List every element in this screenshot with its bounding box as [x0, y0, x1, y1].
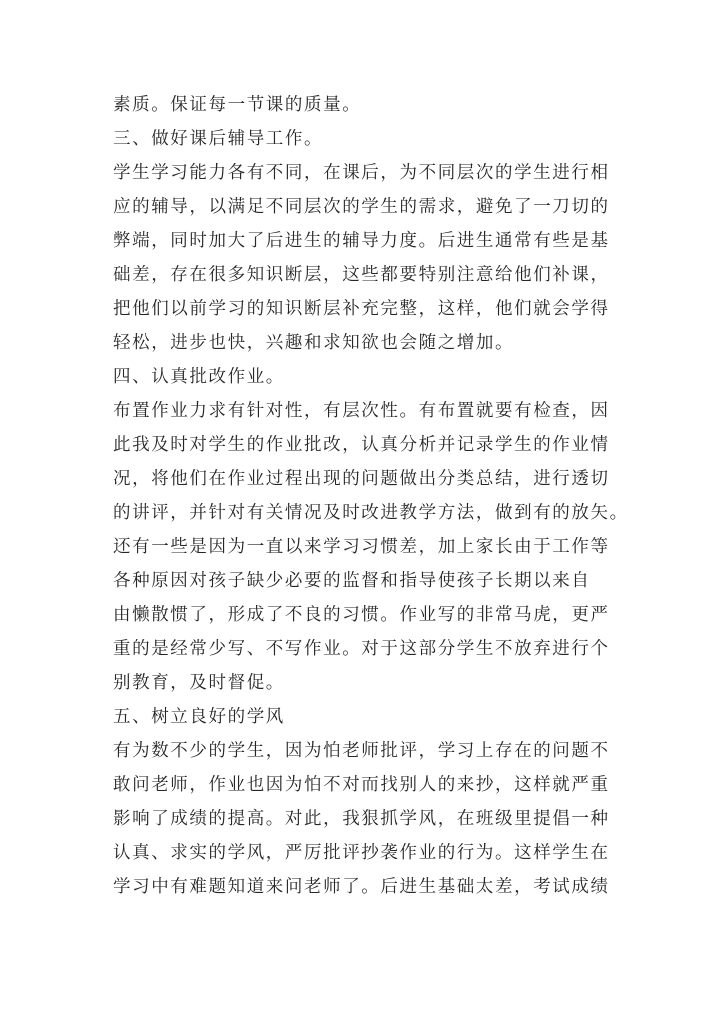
text-line: 由懒散惯了，形成了不良的习惯。作业写的非常马虎，更严 — [113, 605, 610, 625]
text-line: 布置作业力求有针对性，有层次性。有布置就要有检查，因 — [113, 401, 610, 421]
text-line: 有为数不少的学生，因为怕老师批评，学习上存在的问题不 — [113, 741, 610, 761]
section-heading: 四、认真批改作业。 — [113, 367, 285, 387]
text-line: 把他们以前学习的知识断层补充完整，这样，他们就会学得 — [113, 299, 610, 319]
text-line: 各种原因对孩子缺少必要的监督和指导使孩子长期以来自 — [113, 571, 591, 591]
text-line: 别教育，及时督促。 — [113, 673, 285, 693]
text-line: 此我及时对学生的作业批改，认真分析并记录学生的作业情 — [113, 435, 610, 455]
text-line: 应的辅导，以满足不同层次的学生的需求，避免了一刀切的 — [113, 197, 610, 217]
text-line: 影响了成绩的提高。对此，我狠抓学风，在班级里提倡一种 — [113, 809, 610, 829]
text-line: 的讲评，并针对有关情况及时改进教学方法，做到有的放矢。 — [113, 503, 629, 523]
text-line: 学生学习能力各有不同，在课后，为不同层次的学生进行相 — [113, 163, 610, 183]
text-line: 轻松，进步也快，兴趣和求知欲也会随之增加。 — [113, 333, 515, 353]
text-line: 学习中有难题知道来问老师了。后进生基础太差，考试成绩 — [113, 877, 610, 897]
text-line: 还有一些是因为一直以来学习习惯差，加上家长由于工作等 — [113, 537, 610, 557]
section-heading: 三、做好课后辅导工作。 — [113, 129, 324, 149]
text-line: 敢问老师，作业也因为怕不对而找别人的来抄，这样就严重 — [113, 775, 610, 795]
text-line: 重的是经常少写、不写作业。对于这部分学生不放弃进行个 — [113, 639, 610, 659]
text-line: 素质。保证每一节课的质量。 — [113, 95, 362, 115]
text-line: 础差，存在很多知识断层，这些都要特别注意给他们补课， — [113, 265, 610, 285]
text-line: 认真、求实的学风，严厉批评抄袭作业的行为。这样学生在 — [113, 843, 610, 863]
section-heading: 五、树立良好的学风 — [113, 707, 285, 727]
text-line: 弊端，同时加大了后进生的辅导力度。后进生通常有些是基 — [113, 231, 610, 251]
document-body — [113, 88, 629, 904]
text-line: 况，将他们在作业过程出现的问题做出分类总结，进行透切 — [113, 469, 610, 489]
